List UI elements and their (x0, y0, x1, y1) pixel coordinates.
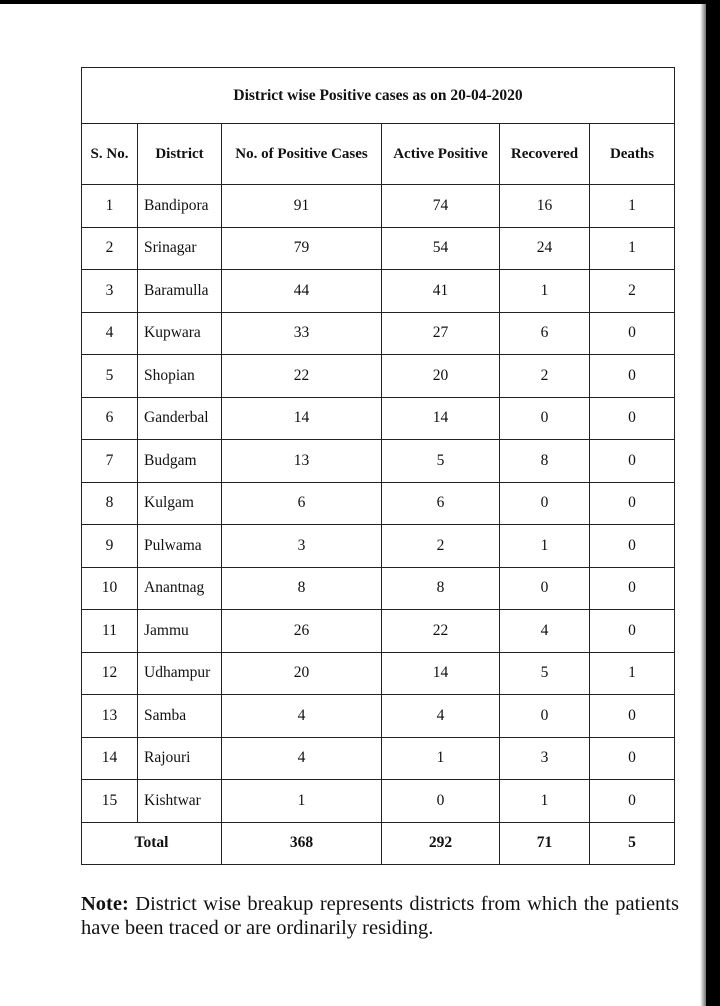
table-row (82, 652, 675, 695)
district-cases-table (81, 67, 675, 865)
total-deaths: 5 (590, 822, 675, 864)
cell-recovered: 4 (500, 610, 590, 653)
cell-recovered: 1 (500, 270, 590, 313)
header-sno: S. No. (82, 124, 138, 185)
cell-district: Rajouri (138, 737, 222, 780)
cell-deaths: 0 (590, 695, 675, 738)
table-row (82, 440, 675, 483)
cell-positive: 4 (222, 737, 382, 780)
cell-district: Ganderbal (138, 397, 222, 440)
cell-sno: 3 (82, 270, 138, 313)
cell-active: 20 (382, 355, 500, 398)
header-recovered: Recovered (500, 124, 590, 185)
header-district: District (138, 124, 222, 185)
table-row (82, 695, 675, 738)
table-title: District wise Positive cases as on 20-04-2020 (82, 68, 675, 124)
cell-positive: 20 (222, 652, 382, 695)
cell-sno: 8 (82, 482, 138, 525)
cell-active: 22 (382, 610, 500, 653)
cell-sno: 5 (82, 355, 138, 398)
cell-deaths: 0 (590, 397, 675, 440)
cell-positive: 44 (222, 270, 382, 313)
cell-active: 6 (382, 482, 500, 525)
cell-positive: 14 (222, 397, 382, 440)
cell-deaths: 1 (590, 185, 675, 228)
total-active: 292 (382, 822, 500, 864)
cell-deaths: 0 (590, 355, 675, 398)
cell-active: 2 (382, 525, 500, 568)
cell-sno: 1 (82, 185, 138, 228)
cell-recovered: 1 (500, 525, 590, 568)
cell-district: Baramulla (138, 270, 222, 313)
total-positive: 368 (222, 822, 382, 864)
cell-sno: 7 (82, 440, 138, 483)
cell-district: Samba (138, 695, 222, 738)
table-title-row (82, 68, 675, 124)
cell-sno: 14 (82, 737, 138, 780)
cell-deaths: 1 (590, 227, 675, 270)
table-row (82, 780, 675, 823)
document-page (0, 4, 706, 1006)
cell-deaths: 1 (590, 652, 675, 695)
cell-active: 4 (382, 695, 500, 738)
cell-recovered: 3 (500, 737, 590, 780)
note-text: District wise breakup represents districts from which the patients have been traced or are ordinarily residing. (81, 893, 679, 939)
cell-district: Jammu (138, 610, 222, 653)
cell-active: 41 (382, 270, 500, 313)
cell-active: 74 (382, 185, 500, 228)
cell-deaths: 0 (590, 567, 675, 610)
cell-sno: 9 (82, 525, 138, 568)
cell-sno: 4 (82, 312, 138, 355)
cell-deaths: 0 (590, 312, 675, 355)
cell-recovered: 0 (500, 695, 590, 738)
cell-district: Budgam (138, 440, 222, 483)
cell-recovered: 24 (500, 227, 590, 270)
cell-positive: 6 (222, 482, 382, 525)
cell-district: Udhampur (138, 652, 222, 695)
footnote (81, 892, 679, 940)
cell-positive: 91 (222, 185, 382, 228)
cell-active: 14 (382, 652, 500, 695)
cell-sno: 13 (82, 695, 138, 738)
cell-deaths: 0 (590, 482, 675, 525)
cell-deaths: 0 (590, 610, 675, 653)
table-row (82, 270, 675, 313)
cell-positive: 3 (222, 525, 382, 568)
header-positive-cases: No. of Positive Cases (222, 124, 382, 185)
page-edge-shadow (700, 0, 720, 1006)
cell-sno: 12 (82, 652, 138, 695)
header-active-positive: Active Positive (382, 124, 500, 185)
cell-district: Kupwara (138, 312, 222, 355)
table-row (82, 737, 675, 780)
cell-active: 5 (382, 440, 500, 483)
cell-sno: 15 (82, 780, 138, 823)
cell-positive: 8 (222, 567, 382, 610)
table-row (82, 185, 675, 228)
cell-district: Kulgam (138, 482, 222, 525)
cell-sno: 11 (82, 610, 138, 653)
cell-positive: 33 (222, 312, 382, 355)
cell-recovered: 2 (500, 355, 590, 398)
cell-deaths: 0 (590, 737, 675, 780)
cell-deaths: 0 (590, 525, 675, 568)
cell-district: Srinagar (138, 227, 222, 270)
table-row (82, 355, 675, 398)
total-recovered: 71 (500, 822, 590, 864)
total-row (82, 822, 675, 864)
header-deaths: Deaths (590, 124, 675, 185)
cell-recovered: 16 (500, 185, 590, 228)
cell-active: 27 (382, 312, 500, 355)
cell-recovered: 5 (500, 652, 590, 695)
cell-active: 54 (382, 227, 500, 270)
cell-recovered: 8 (500, 440, 590, 483)
cell-active: 1 (382, 737, 500, 780)
cell-positive: 4 (222, 695, 382, 738)
cell-district: Kishtwar (138, 780, 222, 823)
cell-positive: 22 (222, 355, 382, 398)
table-row (82, 567, 675, 610)
cell-sno: 6 (82, 397, 138, 440)
total-label: Total (82, 822, 222, 864)
cell-positive: 1 (222, 780, 382, 823)
cell-positive: 13 (222, 440, 382, 483)
table-row (82, 397, 675, 440)
cell-recovered: 0 (500, 482, 590, 525)
table-row (82, 227, 675, 270)
cell-active: 8 (382, 567, 500, 610)
cell-recovered: 0 (500, 397, 590, 440)
cell-sno: 2 (82, 227, 138, 270)
cell-active: 14 (382, 397, 500, 440)
cell-district: Shopian (138, 355, 222, 398)
cell-deaths: 0 (590, 780, 675, 823)
cell-active: 0 (382, 780, 500, 823)
cell-deaths: 0 (590, 440, 675, 483)
cell-sno: 10 (82, 567, 138, 610)
cell-recovered: 0 (500, 567, 590, 610)
cell-deaths: 2 (590, 270, 675, 313)
table-row (82, 525, 675, 568)
cell-positive: 26 (222, 610, 382, 653)
note-label: Note: (81, 893, 129, 915)
table-row (82, 482, 675, 525)
cell-positive: 79 (222, 227, 382, 270)
cell-district: Pulwama (138, 525, 222, 568)
cell-recovered: 1 (500, 780, 590, 823)
cell-recovered: 6 (500, 312, 590, 355)
cell-district: Anantnag (138, 567, 222, 610)
cell-district: Bandipora (138, 185, 222, 228)
table-header-row (82, 124, 675, 185)
table-row (82, 610, 675, 653)
table-row (82, 312, 675, 355)
